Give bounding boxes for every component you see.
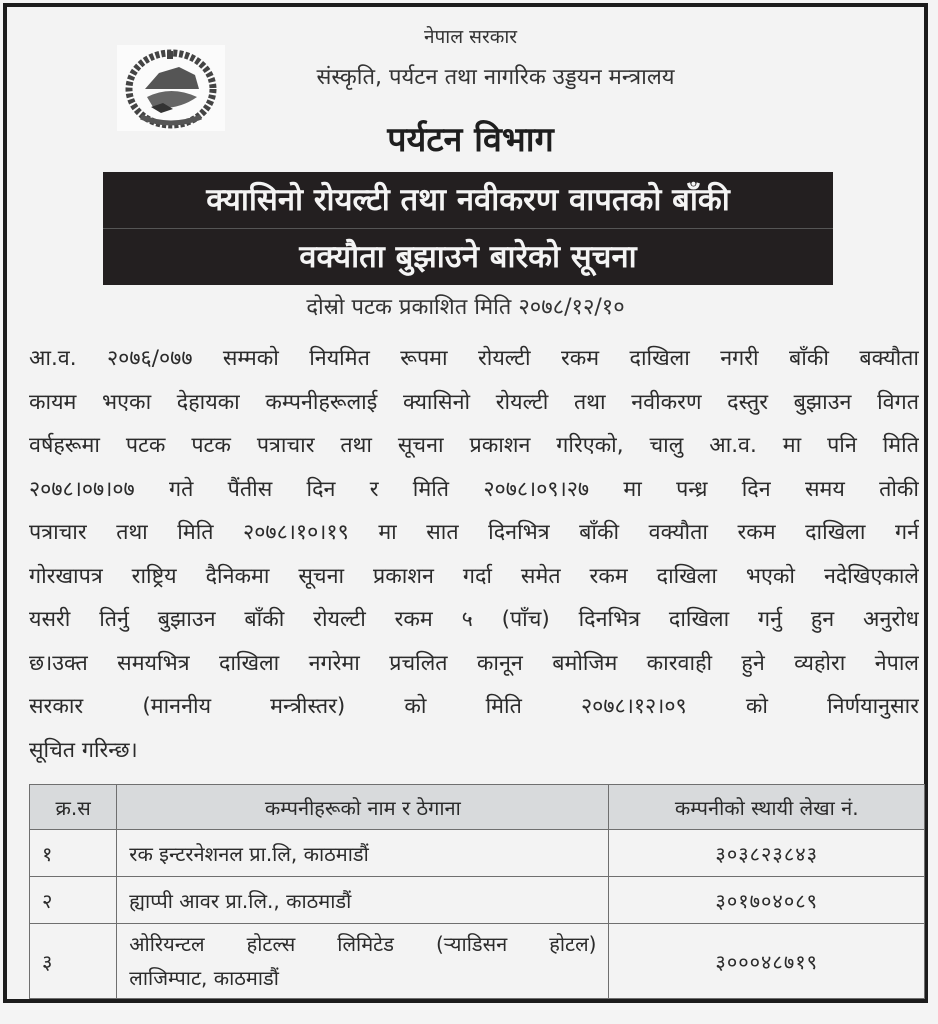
department-title: पर्यटन विभाग [387, 120, 554, 160]
pan-number: ३०३८२३८४३ [609, 830, 925, 877]
pan-number: ३०१७०४०८९ [609, 877, 925, 924]
body-line: सरकार (माननीय मन्त्रीस्तर) को मिति २०७८।१२।०९ को निर्णयानुसार [29, 694, 919, 719]
company-address-line: लाजिम्पाट, काठमाडौं [129, 966, 279, 990]
company-name: ह्याप्पी आवर प्रा.लि., काठमाडौं [117, 877, 609, 924]
serial-number: १ [30, 830, 117, 877]
body-line: वर्षहरूमा पटक पटक पत्राचार तथा सूचना प्रकाशन गरिएको, चालु आ.व. मा पनि मिति [29, 433, 919, 458]
body-line: पत्राचार तथा मिति २०७८।१०।१९ मा सात दिनभित्र बाँकी वक्यौता रकम दाखिला गर्न [29, 520, 919, 545]
government-name: नेपाल सरकार [423, 26, 518, 48]
body-line: सूचित गरिन्छ। [29, 737, 138, 763]
notice-title-line-1: क्यासिनो रोयल्टी तथा नवीकरण वापतको बाँकी [206, 182, 730, 218]
company-name: रक इन्टरनेशनल प्रा.लि, काठमाडौं [117, 830, 609, 877]
ministry-name: संस्कृति, पर्यटन तथा नागरिक उड्डयन मन्त्रालय [316, 65, 675, 90]
notice-title-banner [103, 172, 833, 285]
company-name-line-1: ओरियन्टल होटल्स लिमिटेड (र्‍याडिसन होटल) [129, 932, 597, 956]
body-line: गोरखापत्र राष्ट्रिय दैनिकमा सूचना प्रकाशन गर्दा समेत रकम दाखिला भएको नदेखिएकाले [29, 563, 919, 589]
body-line: यसरी तिर्नु बुझाउन बाँकी रोयल्टी रकम ५ (पाँच) दिनभित्र दाखिला गर्नु हुन अनुरोध [29, 607, 919, 632]
header-pan-number: कम्पनीको स्थायी लेखा नं. [609, 785, 925, 830]
serial-number: ३ [30, 924, 117, 999]
notice-body [29, 337, 919, 772]
notice-frame [3, 3, 928, 1003]
body-line: आ.व. २०७६/०७७ सम्मको नियमित रूपमा रोयल्टी रकम दाखिला नगरी बाँकी बक्यौता [29, 346, 919, 371]
notice-title-line-2: वक्यौता बुझाउने बारेको सूचना [299, 239, 637, 275]
body-line: छ।उक्त समयभित्र दाखिला नगरेमा प्रचलित कानून बमोजिम कारवाही हुने व्यहोरा नेपाल [29, 650, 919, 676]
table-row [30, 877, 925, 924]
table-row [30, 830, 925, 877]
pan-number: ३०००४८७१९ [609, 924, 925, 999]
company-name [117, 924, 609, 999]
companies-table [29, 784, 925, 999]
header-company-name-address: कम्पनीहरूको नाम र ठेगाना [117, 785, 609, 830]
serial-number: २ [30, 877, 117, 924]
header-serial-number: क्र.स [30, 785, 117, 830]
table-header-row [30, 785, 925, 830]
table-row [30, 924, 925, 999]
body-line: २०७८।०७।०७ गते पैंतीस दिन र मिति २०७८।०९।२७ मा पन्ध्र दिन समय तोकी [29, 476, 919, 502]
publication-date: दोस्रो पटक प्रकाशित मिति २०७८/१२/१० [306, 295, 625, 320]
body-line: कायम भएका देहायका कम्पनीहरूलाई क्यासिनो रोयल्टी तथा नवीकरण दस्तुर बुझाउन विगत [29, 389, 919, 415]
